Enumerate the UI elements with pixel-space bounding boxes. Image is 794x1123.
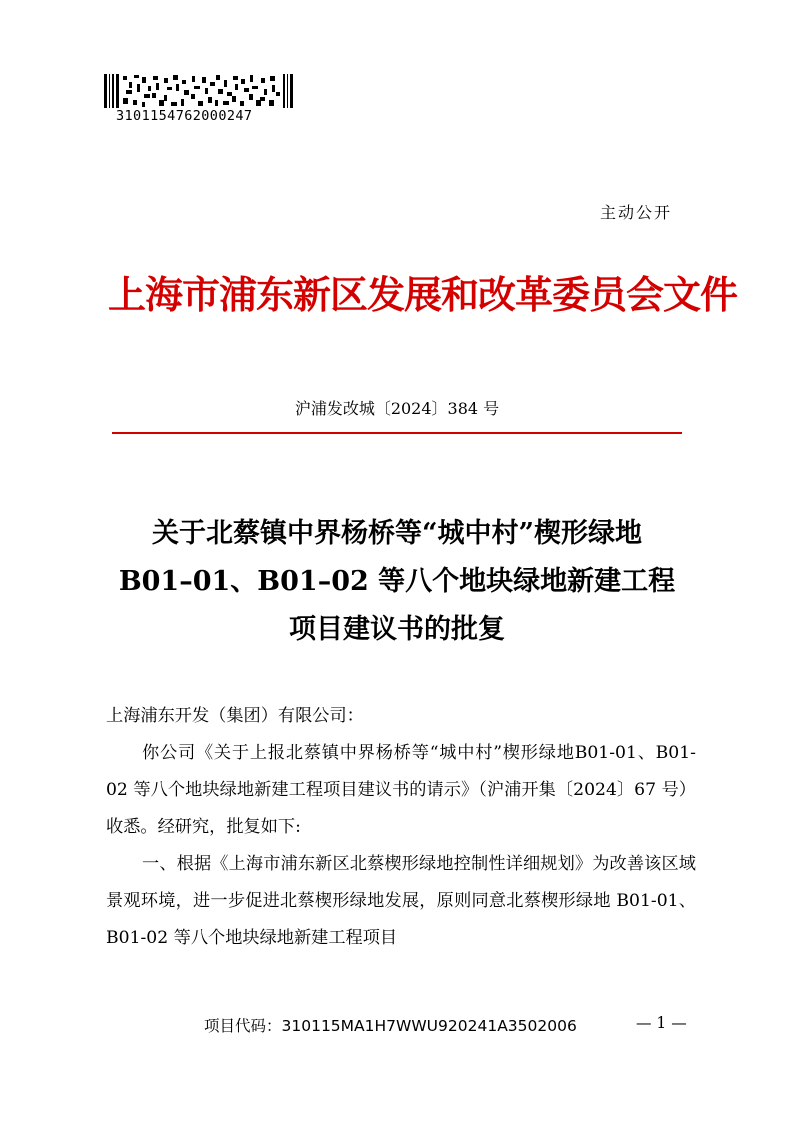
body-paragraph-1: 你公司《关于上报北蔡镇中界杨桥等“城中村”楔形绿地B01-01、B01-02 等八个地块绿地新建工程项目建议书的请示》（沪浦开集〔2024〕67 号）收悉。经研究，批复如下: bbox=[106, 743, 696, 837]
red-divider bbox=[112, 432, 682, 434]
document-body bbox=[106, 698, 696, 957]
project-code: 项目代码：310115MA1H7WWU920241A3502006 bbox=[204, 1017, 577, 1035]
title-line-3: 项目建议书的批复 bbox=[289, 614, 505, 645]
disclosure-label: 主动公开 bbox=[600, 203, 673, 222]
barcode-number: 3101154762000247 bbox=[116, 108, 253, 124]
title-line-1: 关于北蔡镇中界杨桥等“城中村”楔形绿地 bbox=[151, 518, 643, 549]
title-line-2: B01–01、B01–02 等八个地块绿地新建工程 bbox=[118, 566, 676, 597]
barcode bbox=[104, 74, 296, 108]
page-footer bbox=[204, 1014, 704, 1036]
page-number: — 1 — bbox=[636, 1014, 687, 1032]
document-number: 沪浦发改城〔2024〕384 号 bbox=[294, 399, 500, 418]
issuer-heading: 上海市浦东新区发展和改革委员会文件 bbox=[108, 272, 738, 317]
document-title bbox=[80, 510, 714, 654]
addressee: 上海浦东开发（集团）有限公司： bbox=[106, 706, 364, 726]
body-paragraph-2: 一、根据《上海市浦东新区北蔡楔形绿地控制性详细规划》为改善该区域景观环境，进一步促进北蔡楔形绿地发展，原则同意北蔡楔形绿地 B01-01、B01-02 等八个地块绿地新建工程项目 bbox=[106, 854, 696, 948]
